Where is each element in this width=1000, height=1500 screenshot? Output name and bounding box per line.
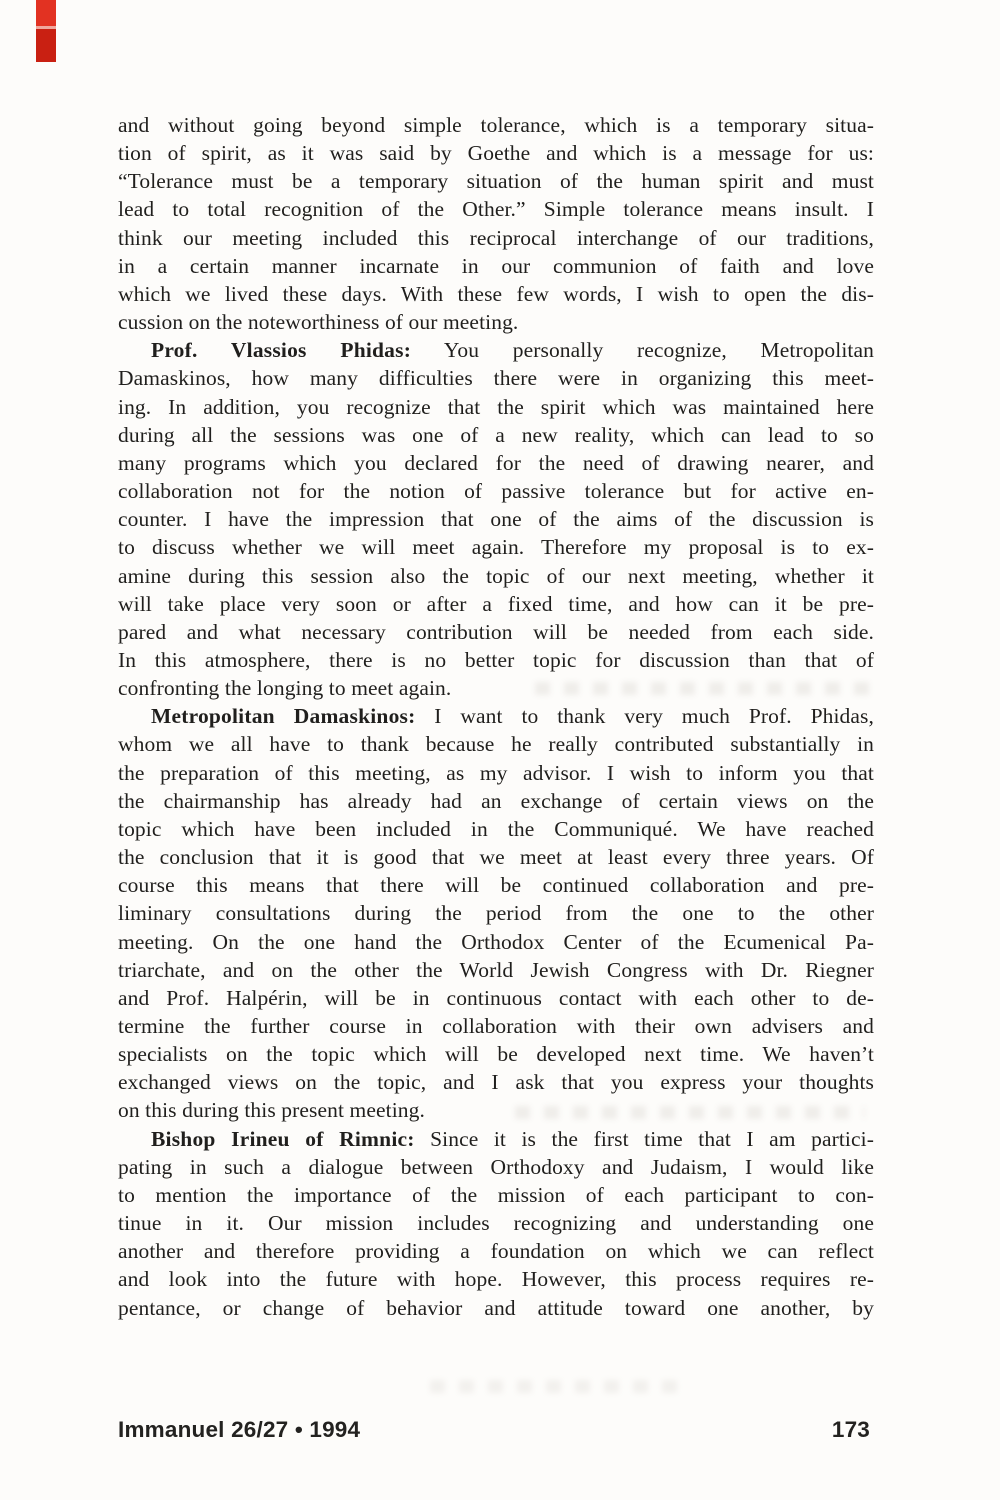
text-line: collaboration not for the notion of passive tolerance but for active en- xyxy=(118,479,874,504)
text-line: and Prof. Halpérin, will be in continuous contact with each other to de- xyxy=(118,985,874,1010)
speaker-name: Prof. Vlassios Phidas: xyxy=(151,338,412,363)
paragraph xyxy=(118,336,874,702)
text-line: course this means that there will be continued collaboration and pre- xyxy=(118,873,874,898)
text-line: the preparation of this meeting, as my advisor. I wish to inform you that xyxy=(118,760,874,785)
text-line: termine the further course in collaboration with their own advisers and xyxy=(118,1014,874,1038)
text-line: to discuss whether we will meet again. Therefore my proposal is to ex- xyxy=(118,535,874,560)
journal-citation: Immanuel 26/27 • 1994 xyxy=(118,1417,361,1442)
text-line: lead to total recognition of the Other.” Simple tolerance means insult. I xyxy=(118,197,874,222)
text-line: Damaskinos, how many difficulties there were in organizing this meet- xyxy=(118,366,874,391)
text-line: In this atmosphere, there is no better topic for discussion than that of xyxy=(118,647,874,672)
text-line: pating in such a dialogue between Orthodoxy and Judaism, I would like xyxy=(118,1154,874,1179)
show-through-smudge xyxy=(430,1380,690,1393)
text-line: the conclusion that it is good that we meet at least every three years. Of xyxy=(118,845,874,870)
text-line: specialists on the topic which will be developed next time. We haven’t xyxy=(118,1042,874,1067)
text-line: ing. In addition, you recognize that the spirit which was maintained here xyxy=(118,394,874,419)
text-line: the chairmanship has already had an exchange of certain views on the xyxy=(118,788,874,813)
text-line: liminary consultations during the period from the one to the other xyxy=(118,901,874,926)
text-block xyxy=(118,111,874,1322)
text-line: and look into the future with hope. However, this process requires re- xyxy=(118,1267,874,1292)
paragraph xyxy=(118,1125,874,1322)
text-line: confronting the longing to meet again. xyxy=(118,676,452,701)
text-line: on this during this present meeting. xyxy=(118,1098,425,1123)
text-line: Metropolitan Damaskinos: I want to thank very much Prof. Phidas, xyxy=(151,704,874,729)
paragraph xyxy=(118,702,874,1124)
text-line: during all the sessions was one of a new reality, which can lead to so xyxy=(118,422,874,447)
text-line: to mention the importance of the mission of each participant to con- xyxy=(118,1182,874,1207)
text-line: exchanged views on the topic, and I ask that you express your thoughts xyxy=(118,1070,874,1095)
text-line: “Tolerance must be a temporary situation of the human spirit and must xyxy=(118,169,874,194)
text-line: think our meeting included this reciprocal interchange of our traditions, xyxy=(118,225,874,250)
paragraph xyxy=(118,111,874,336)
page-number: 173 xyxy=(831,1417,870,1442)
text-line: Prof. Vlassios Phidas: You personally recognize, Metropolitan xyxy=(151,338,874,363)
speaker-name: Metropolitan Damaskinos: xyxy=(151,704,416,729)
speaker-name: Bishop Irineu of Rimnic: xyxy=(151,1126,415,1151)
text-line: meeting. On the one hand the Orthodox Center of the Ecumenical Pa- xyxy=(118,929,874,954)
red-bookmark-mark xyxy=(36,0,56,62)
text-line: which we lived these days. With these few words, I wish to open the dis- xyxy=(118,281,874,306)
text-line: many programs which you declared for the need of drawing nearer, and xyxy=(118,450,874,475)
text-line: tion of spirit, as it was said by Goethe and which is a message for us: xyxy=(118,141,874,166)
text-line: topic which have been included in the Communiqué. We have reached xyxy=(118,816,874,841)
text-line: pared and what necessary contribution will be needed from each side. xyxy=(118,619,874,644)
page-footer xyxy=(118,1417,870,1443)
text-line: tinue in it. Our mission includes recognizing and understanding one xyxy=(118,1211,874,1236)
text-line: another and therefore providing a foundation on which we can reflect xyxy=(118,1239,874,1264)
text-line: in a certain manner incarnate in our communion of faith and love xyxy=(118,253,874,278)
text-line: Bishop Irineu of Rimnic: Since it is the first time that I am partici- xyxy=(151,1126,874,1151)
text-line: amine during this session also the topic of our next meeting, whether it xyxy=(118,563,874,588)
text-line: and without going beyond simple tolerance, which is a temporary situa- xyxy=(118,113,874,137)
text-line: cussion on the noteworthiness of our meeting. xyxy=(118,310,519,335)
text-line: will take place very soon or after a fixed time, and how can it be pre- xyxy=(118,591,874,616)
text-line: triarchate, and on the other the World Jewish Congress with Dr. Riegner xyxy=(118,957,874,982)
text-line: pentance, or change of behavior and attitude toward one another, by xyxy=(118,1295,874,1320)
text-line: whom we all have to thank because he really contributed substantially in xyxy=(118,732,874,757)
text-line: counter. I have the impression that one of the aims of the discussion is xyxy=(118,507,874,532)
